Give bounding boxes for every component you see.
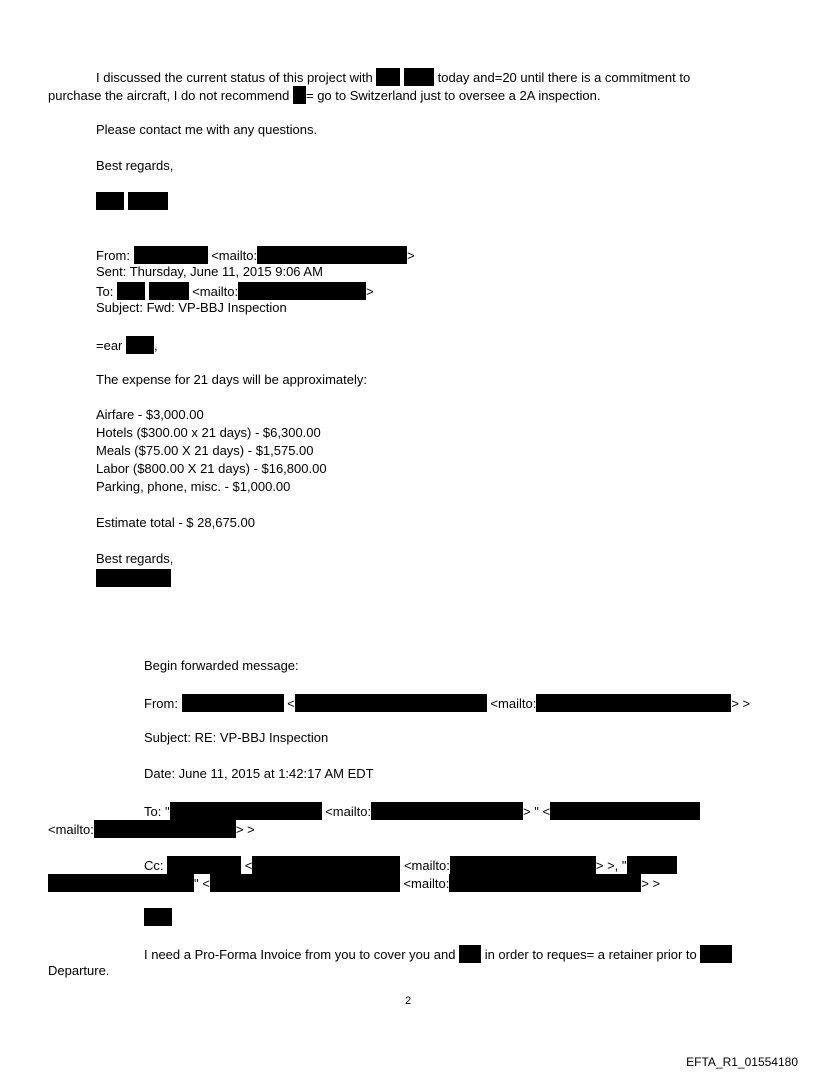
fwd-from-line: [96, 246, 415, 264]
intro-text-2a: purchase the aircraft, I do not recommend: [48, 88, 290, 103]
mailto-open: <mailto:: [192, 284, 239, 299]
redaction: [167, 856, 241, 874]
redaction: [700, 945, 732, 963]
redaction: [238, 282, 366, 300]
mailto-open: <mailto:: [211, 248, 258, 263]
fm-subject: Subject: RE: VP-BBJ Inspection: [144, 730, 329, 745]
greeting-comma: ,: [154, 338, 158, 353]
fm-to-line-2: [48, 820, 255, 838]
fm-to-line: [144, 802, 700, 820]
expense-item: Hotels ($300.00 x 21 days) - $6,300.00: [96, 425, 321, 440]
to-mid: > " <: [523, 804, 551, 819]
expense-item: Airfare - $3,000.00: [96, 407, 204, 422]
expense-item: Labor ($800.00 X 21 days) - $16,800.00: [96, 461, 327, 476]
close-brackets: > >: [731, 696, 751, 711]
lt: <: [287, 696, 295, 711]
fm-greeting-redaction: [144, 908, 172, 926]
redaction: [128, 192, 168, 210]
redaction: [144, 908, 172, 926]
quote-lt: " <: [194, 876, 210, 891]
redaction: [96, 192, 124, 210]
fm-from-line: [144, 694, 750, 712]
fm-cc-label: Cc:: [144, 858, 164, 873]
redaction: [376, 68, 400, 86]
redaction: [449, 874, 641, 892]
mailto-open: <mailto:: [490, 696, 537, 711]
signature-redaction: [96, 192, 168, 210]
contact-line: Please contact me with any questions.: [96, 122, 318, 137]
request-text-a: I need a Pro-Forma Invoice from you to cover you and: [144, 947, 456, 962]
intro-text-1b: today and=20 until there is a commitment to: [437, 70, 691, 85]
page-number: 2: [404, 995, 412, 1007]
mailto-open: <mailto:: [325, 804, 372, 819]
redaction: [134, 246, 208, 264]
redaction: [252, 856, 400, 874]
fwd-subject-line: Subject: Fwd: VP-BBJ Inspection: [96, 300, 287, 315]
redaction: [94, 820, 236, 838]
from-label: From:: [96, 248, 130, 263]
cc-sep: > >, ": [595, 858, 627, 873]
begin-forwarded: Begin forwarded message:: [144, 658, 299, 673]
fm-cc-line-2: [48, 874, 660, 892]
mailto-open: <mailto:: [403, 858, 450, 873]
expense-item: Parking, phone, misc. - $1,000.00: [96, 479, 291, 494]
greeting: =ear: [96, 338, 123, 353]
redaction: [295, 694, 487, 712]
redaction: [459, 945, 481, 963]
redaction: [149, 282, 189, 300]
request-text-b: in order to reques= a retainer prior to: [484, 947, 697, 962]
intro-line-1: [96, 68, 690, 86]
redaction: [170, 802, 322, 820]
redaction: [293, 86, 306, 104]
body-signature-redaction: [96, 569, 171, 587]
fm-from-label: From:: [144, 696, 178, 711]
redaction: [48, 874, 194, 892]
close-brackets: > >: [235, 822, 255, 837]
redaction: [257, 246, 407, 264]
mailto-open: <mailto:: [48, 822, 94, 837]
mailto-open: <mailto:: [403, 876, 450, 891]
fwd-sent-line: Sent: Thursday, June 11, 2015 9:06 AM: [96, 264, 323, 279]
close-bracket: >: [366, 284, 374, 299]
fm-cc-line: [144, 856, 677, 874]
departure-line: Departure.: [48, 963, 110, 978]
close-bracket: >: [407, 248, 415, 263]
redaction: [550, 802, 700, 820]
greeting-line: [96, 336, 158, 354]
request-line: [144, 945, 732, 963]
fm-to-label: To: ": [144, 804, 170, 819]
close-brackets: > >: [641, 876, 661, 891]
redaction: [117, 282, 145, 300]
intro-line-2: [48, 86, 600, 104]
lt: <: [244, 858, 253, 873]
fm-date: Date: June 11, 2015 at 1:42:17 AM EDT: [144, 766, 374, 781]
redaction: [536, 694, 731, 712]
intro-text-2b: = go to Switzerland just to oversee a 2A inspection.: [305, 88, 601, 103]
body-regards: Best regards,: [96, 551, 174, 566]
redaction: [404, 68, 434, 86]
fwd-to-line: [96, 282, 374, 300]
bates-number: EFTA_R1_01554180: [686, 1055, 798, 1069]
to-label: To:: [96, 284, 114, 299]
estimate-total: Estimate total - $ 28,675.00: [96, 515, 255, 530]
redaction: [210, 874, 400, 892]
redaction: [450, 856, 596, 874]
redaction: [371, 802, 523, 820]
intro-text-1a: I discussed the current status of this project with: [96, 70, 373, 85]
expense-intro: The expense for 21 days will be approximately:: [96, 372, 367, 387]
expense-item: Meals ($75.00 X 21 days) - $1,575.00: [96, 443, 314, 458]
redaction: [627, 856, 677, 874]
regards-line: Best regards,: [96, 158, 174, 173]
redaction: [182, 694, 284, 712]
redaction: [126, 336, 154, 354]
redaction: [96, 569, 171, 587]
